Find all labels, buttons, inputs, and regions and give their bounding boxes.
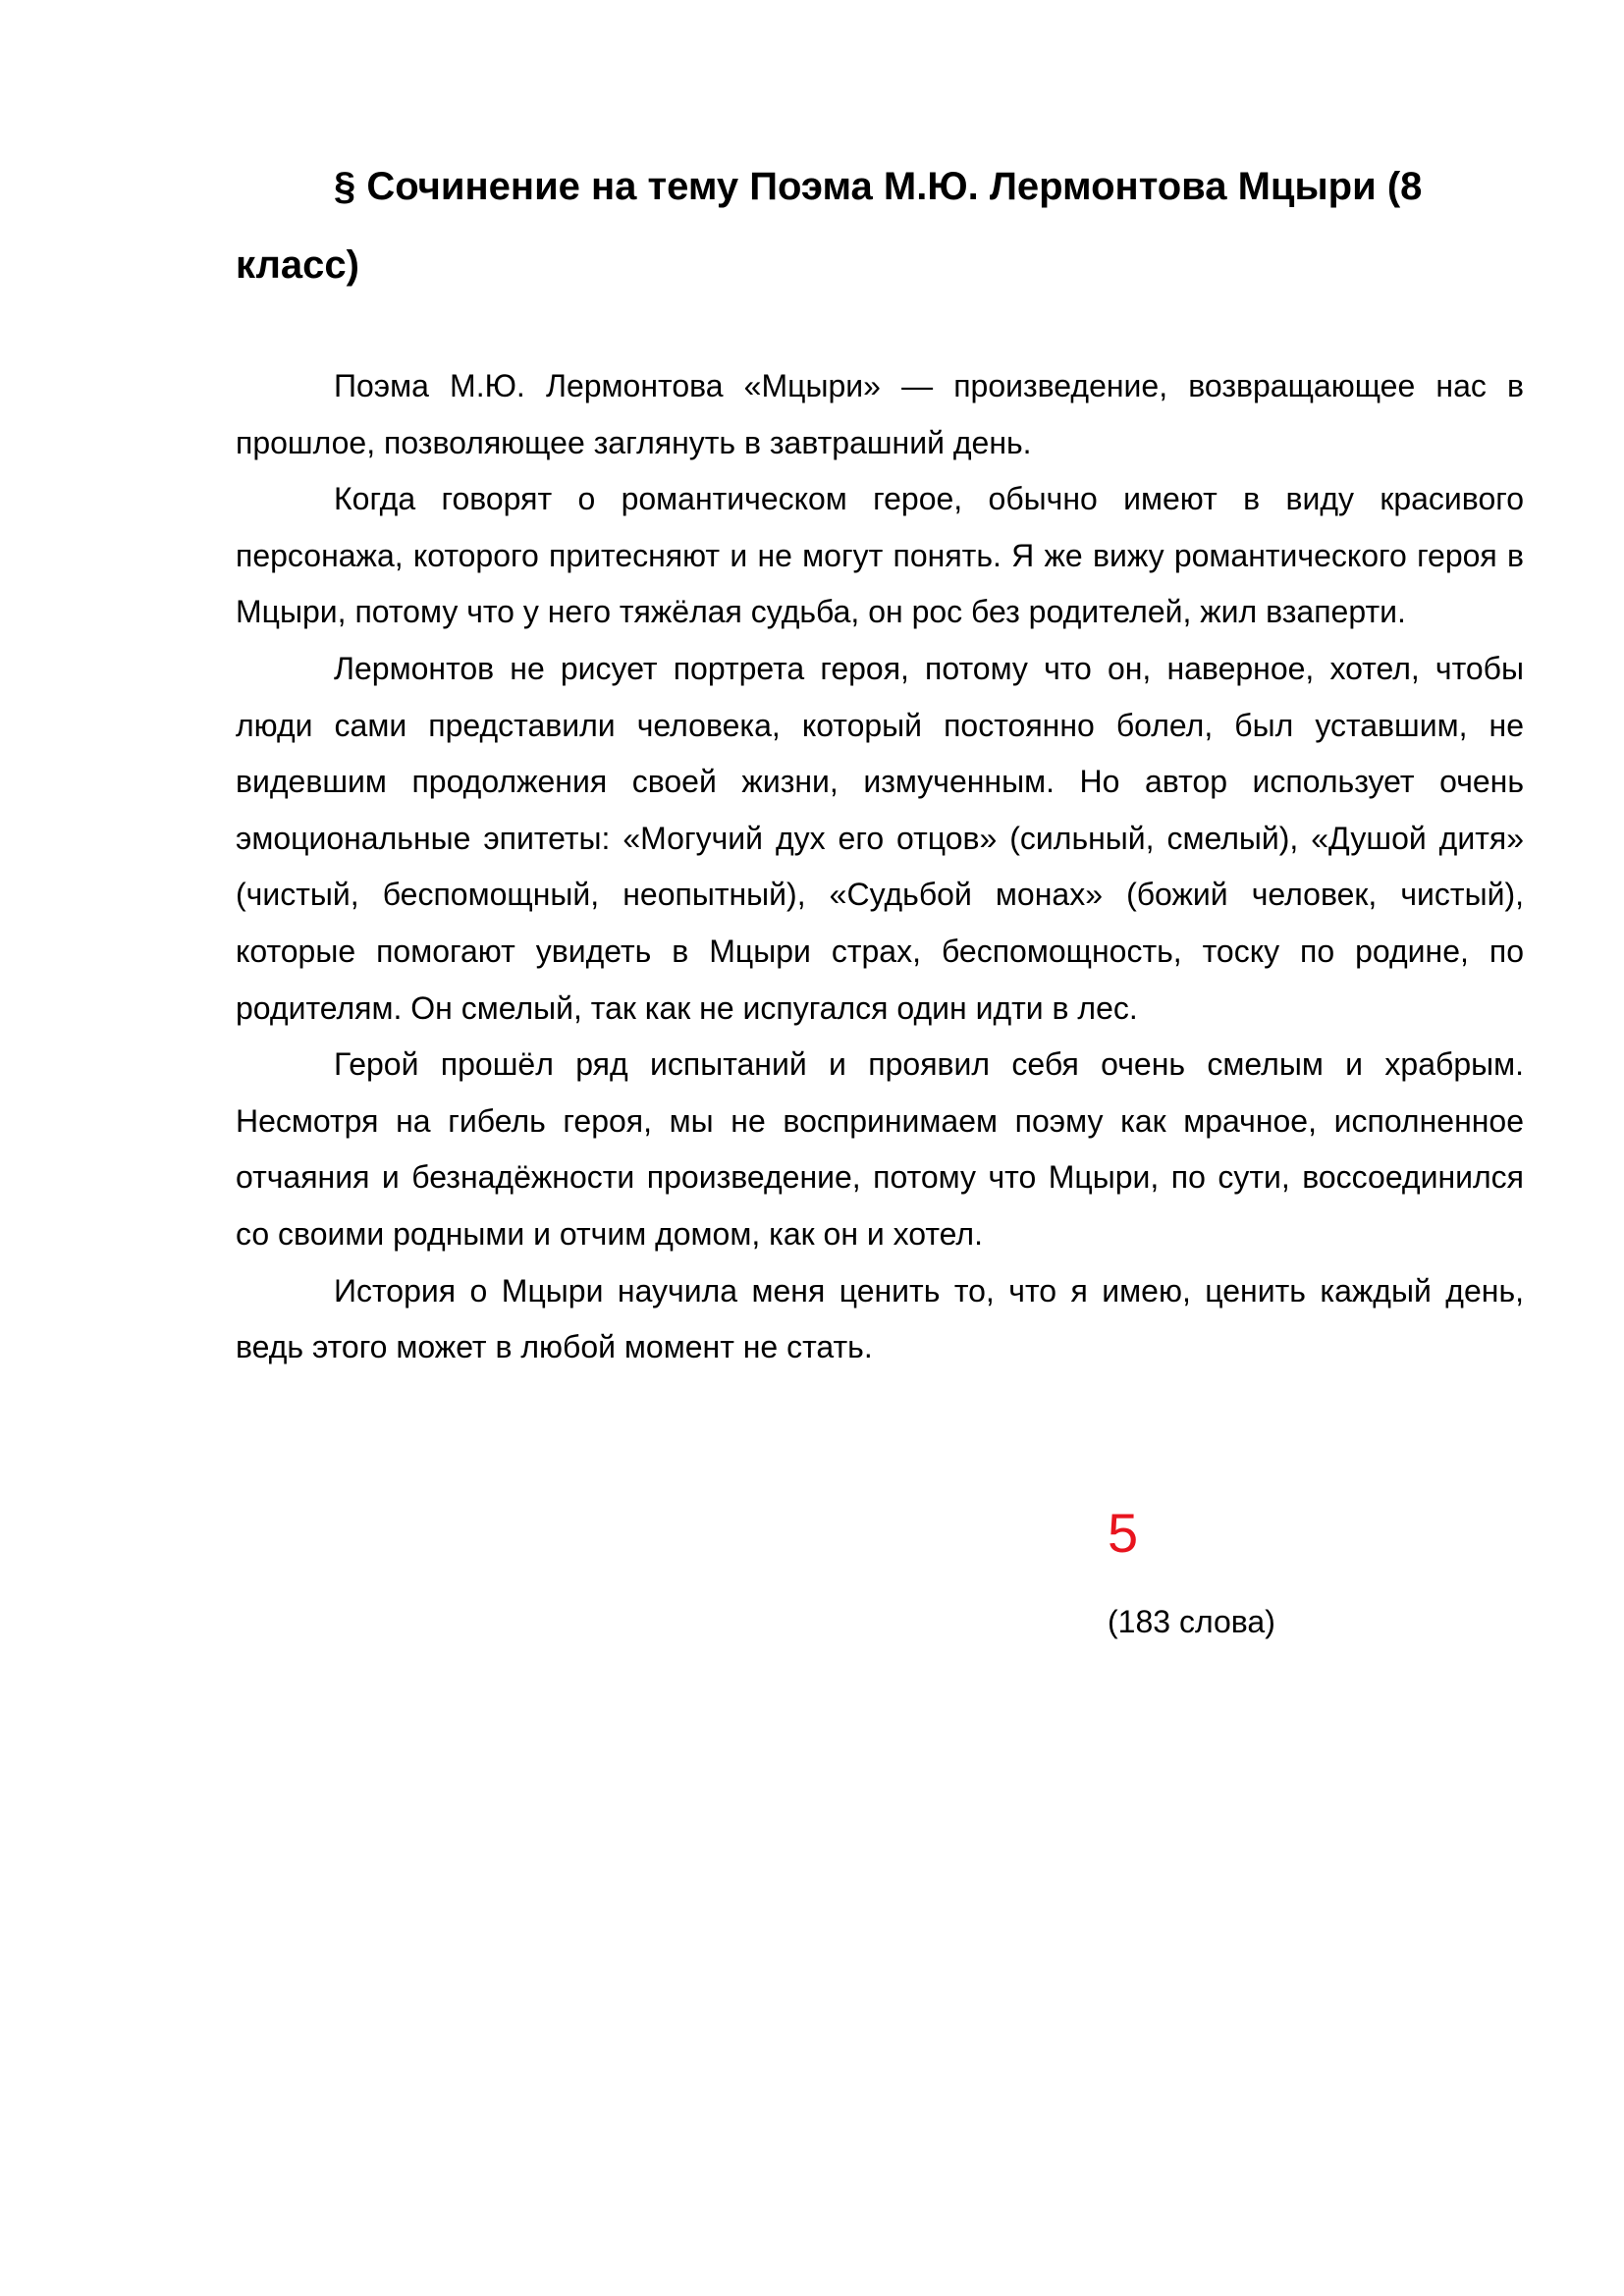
paragraph-5: История о Мцыри научила меня ценить то, что я имею, ценить каждый день, ведь этого может в любой момент не стать. — [236, 1272, 1524, 1365]
paragraph-1: Поэма М.Ю. Лермонтова «Мцыри» — произведение, возвращающее нас в прошлое, позволяющее заглянуть в завтрашний день. — [236, 368, 1524, 460]
paragraph-2: Когда говорят о романтическом герое, обычно имеют в виду красивого персонажа, которого притесняют и не могут понять. Я же вижу романтического героя в Мцыри, потому что у него тяжёлая судьба, он рос без родителей, жил взаперти. — [236, 481, 1524, 630]
page-title: § Сочинение на тему Поэма М.Ю. Лермонтова Мцыри (8 класс) — [236, 165, 1423, 287]
essay-body — [236, 358, 1524, 1376]
grade-mark: 5 — [1108, 1502, 1139, 1564]
paragraph-3: Лермонтов не рисует портрета героя, потому что он, наверное, хотел, чтобы люди сами представили человека, который постоянно болел, был уставшим, не видевшим продолжения своей жизни, измученным. Но автор использует очень эмоциональные эпитеты: «Могучий дух его отцов» (сильный, смелый), «Душой дитя» (чистый, беспомощный, неопытный), «Судьбой монах» (божий человек, чистый), которые помогают увидеть в Мцыри страх, беспомощность, тоску по родине, по родителям. Он смелый, так как не испугался один идти в лес. — [236, 650, 1524, 1026]
word-count: (183 слова) — [1108, 1604, 1275, 1639]
paragraph-4: Герой прошёл ряд испытаний и проявил себя очень смелым и храбрым. Несмотря на гибель героя, мы не воспринимаем поэму как мрачное, исполненное отчаяния и безнадёжности произведение, потому что Мцыри, по сути, воссоединился со своими родными и отчим домом, как он и хотел. — [236, 1046, 1524, 1252]
